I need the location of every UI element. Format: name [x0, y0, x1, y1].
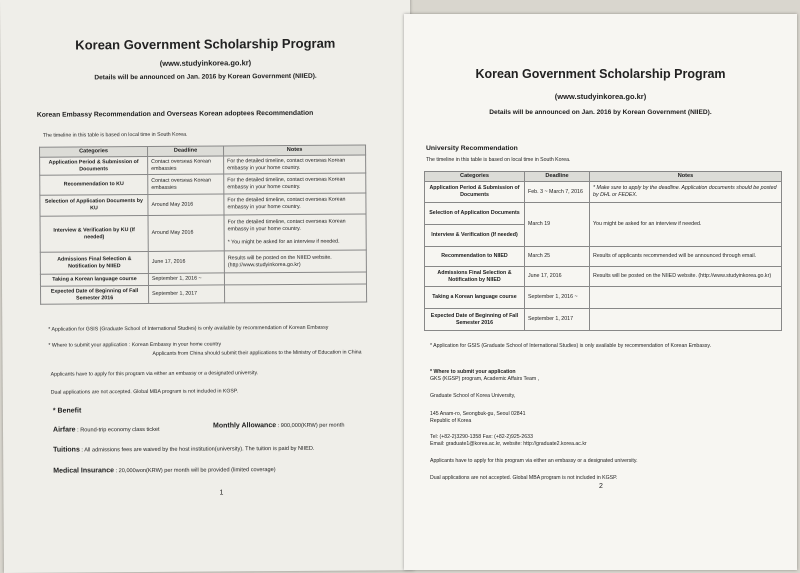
- row-deadline: Feb. 3 ~ March 7, 2016: [525, 182, 590, 203]
- row-category: Application Period & Submission of Documents: [425, 182, 525, 203]
- row-deadline: Contact overseas Korean embassies: [148, 174, 224, 195]
- page1-url: (www.studyinkorea.go.kr): [159, 58, 252, 68]
- row-deadline: March 25: [525, 247, 590, 267]
- row-deadline: Contact overseas Korean embassies: [148, 156, 224, 175]
- table-row: [41, 284, 367, 304]
- table-row: [40, 173, 366, 195]
- table-row: [425, 203, 782, 225]
- row-notes: For the detailed timeline, contact overseas Korean embassy in your home country.: [224, 193, 366, 215]
- row-deadline: March 19: [525, 203, 590, 247]
- page2-timeline-note: The timeline in this table is based on local time in South Korea.: [426, 157, 571, 163]
- row-notes: [224, 214, 366, 251]
- page1-medical: [53, 466, 275, 475]
- table-row: [40, 155, 366, 175]
- table-row: [425, 267, 782, 287]
- row-notes-interview: * You might be asked for an interview if needed.: [227, 238, 340, 246]
- row-notes: * Make sure to apply by the deadline. Application documents should be posted by DHL or FEDEX.: [590, 182, 782, 203]
- page1-allowance: [213, 422, 344, 430]
- row-notes: [224, 272, 366, 285]
- page1-dual-note: Dual applications are not accepted. Global MBA program is not included in KGSP.: [50, 388, 239, 396]
- row-deadline: June 17, 2016: [148, 251, 224, 274]
- page2-page-number: 2: [599, 483, 603, 490]
- row-deadline: Around May 2016: [148, 194, 224, 216]
- row-deadline: June 17, 2016: [525, 267, 590, 287]
- row-category: Recommendation to KU: [40, 175, 148, 196]
- row-notes: For the detailed timeline, contact overseas Korean embassy in your home country.: [224, 155, 366, 174]
- row-notes: [590, 287, 782, 309]
- header-deadline: Deadline: [148, 146, 224, 157]
- page2-gsis-note: * Application for GSIS (Graduate School of International Studies) is only available by recommendation of Korean Embassy.: [430, 343, 712, 349]
- table-row: [425, 182, 782, 203]
- header-deadline: Deadline: [525, 172, 590, 182]
- page2-announcement: Details will be announced on Jan. 2016 by Korean Government (NIIED).: [489, 109, 712, 116]
- row-category: Expected Date of Beginning of Fall Semester 2016: [41, 286, 149, 305]
- row-deadline: September 1, 2017: [148, 285, 224, 304]
- medical-label: Medical Insurance: [53, 467, 115, 475]
- page1-announcement: Details will be announced on Jan. 2016 by Korean Government (NIIED).: [94, 72, 317, 82]
- page2-where-line2: Graduate School of Korea University,: [430, 393, 516, 399]
- page2-dual-note: Dual applications are not accepted. Global MBA program is not included in KGSP.: [430, 475, 618, 481]
- row-notes-line: For the detailed timeline, contact overseas Korean embassy in your home country.: [227, 219, 346, 233]
- page1-gsis-note: * Application for GSIS (Graduate School of International Studies) is only available by recommendation of Korean Embassy: [48, 324, 329, 333]
- row-deadline: September 1, 2017: [525, 309, 590, 331]
- row-deadline: September 1, 2016 ~: [525, 287, 590, 309]
- table-row: [425, 287, 782, 309]
- page1-airfare: [53, 426, 160, 434]
- row-notes: Results of applicants recommended will be announced through email.: [590, 247, 782, 267]
- row-notes: You might be asked for an interview if needed.: [590, 203, 782, 247]
- header-categories: Categories: [40, 146, 148, 157]
- page2-where-line1: GKS (KGSP) program, Academic Affairs Team ,: [430, 376, 540, 382]
- page2-tel: Tel: (+82-2)3290-1358 Fax: (+82-2)925-2633: [430, 434, 533, 440]
- page1-page-number: 1: [219, 489, 224, 497]
- medical-text: : 20,000won(KRW) per month will be provided (limited coverage): [113, 467, 276, 475]
- table-row: [425, 309, 782, 331]
- row-category: Selection of Application Documents by KU: [40, 195, 148, 217]
- tuition-label: Tuitions: [53, 446, 80, 454]
- row-category: Taking a Korean language course: [425, 287, 525, 309]
- row-category: Selection of Application Documents: [425, 203, 525, 225]
- row-deadline: September 1, 2016 ~: [148, 273, 224, 286]
- table-row: [40, 250, 366, 274]
- allowance-text: : 900,000(KRW) per month: [276, 422, 345, 430]
- row-category: Expected Date of Beginning of Fall Semester 2016: [425, 309, 525, 331]
- row-notes: Results will be posted on the NIIED website. (http://www.studyinkorea.go.kr): [590, 267, 782, 287]
- page1-title: Korean Government Scholarship Program: [75, 35, 336, 53]
- row-category: Admissions Final Selection & Notification by NIIED: [425, 267, 525, 287]
- page1-section-heading: Korean Embassy Recommendation and Overseas Korean adoptees Recommendation: [36, 109, 314, 119]
- page1-tuition: [53, 445, 314, 454]
- page1-timeline-table: [39, 144, 367, 305]
- row-deadline: Around May 2016: [148, 215, 224, 252]
- page2-address2: Republic of Korea: [430, 418, 472, 424]
- allowance-label: Monthly Allowance: [212, 422, 277, 430]
- airfare-label: Airfare: [52, 426, 76, 434]
- header-notes: Notes: [224, 145, 366, 156]
- row-category: Admissions Final Selection & Notification by NIIED: [40, 252, 148, 275]
- page2-title: Korean Government Scholarship Program: [475, 67, 726, 81]
- airfare-text: : Round-trip economy class ticket: [75, 426, 160, 434]
- table-row: [425, 247, 782, 267]
- page2-section-heading: University Recommendation: [426, 145, 518, 152]
- row-notes: [590, 309, 782, 331]
- row-category: Application Period & Submission of Documents: [40, 157, 148, 176]
- row-category: Taking a Korean language course: [40, 274, 148, 287]
- table-header-row: [425, 172, 782, 182]
- row-notes: Results will be posted on the NIIED website. (http://www.studyinkorea.go.kr): [224, 250, 366, 273]
- table-row: [40, 193, 366, 216]
- row-category: Interview & Verification (If needed): [425, 225, 525, 247]
- row-notes: [224, 284, 366, 303]
- page2-url: (www.studyinkorea.go.kr): [554, 92, 647, 101]
- row-category: Interview & Verification by KU (If needed): [40, 216, 148, 253]
- row-notes: For the detailed timeline, contact overseas Korean embassy in your home country.: [224, 173, 366, 194]
- header-categories: Categories: [425, 172, 525, 182]
- page2-timeline-table: [424, 171, 782, 331]
- page1-china-note: Applicants from China should submit their applications to the Ministry of Education in China: [152, 349, 362, 357]
- page1-benefit-label: * Benefit: [52, 407, 82, 415]
- page1-embassy-note: Applicants have to apply for this program via either an embassy or a designated university.: [50, 370, 259, 378]
- header-notes: Notes: [590, 172, 782, 182]
- document-page-2: [404, 14, 797, 570]
- table-row: [40, 214, 366, 252]
- page2-address1: 145 Anam-ro, Seongbuk-gu, Seoul 02841: [430, 411, 526, 417]
- row-category: Recommendation to NIIED: [425, 247, 525, 267]
- page1-where-note: * Where to submit your application : Korean Embassy in your home country: [48, 341, 222, 349]
- page1-timeline-note: The timeline in this table is based on local time in South Korea.: [42, 131, 188, 139]
- page2-embassy-note: Applicants have to apply for this program via either an embassy or a designated university.: [430, 458, 638, 464]
- tuition-text: : All admissions fees are waived by the host institution(university). The tuition is paid by NIIED.: [79, 445, 315, 454]
- page2-where-label: * Where to submit your application: [430, 369, 516, 375]
- page2-email: Email: graduate1@korea.ac.kr, website: http://graduate2.korea.ac.kr: [430, 441, 587, 447]
